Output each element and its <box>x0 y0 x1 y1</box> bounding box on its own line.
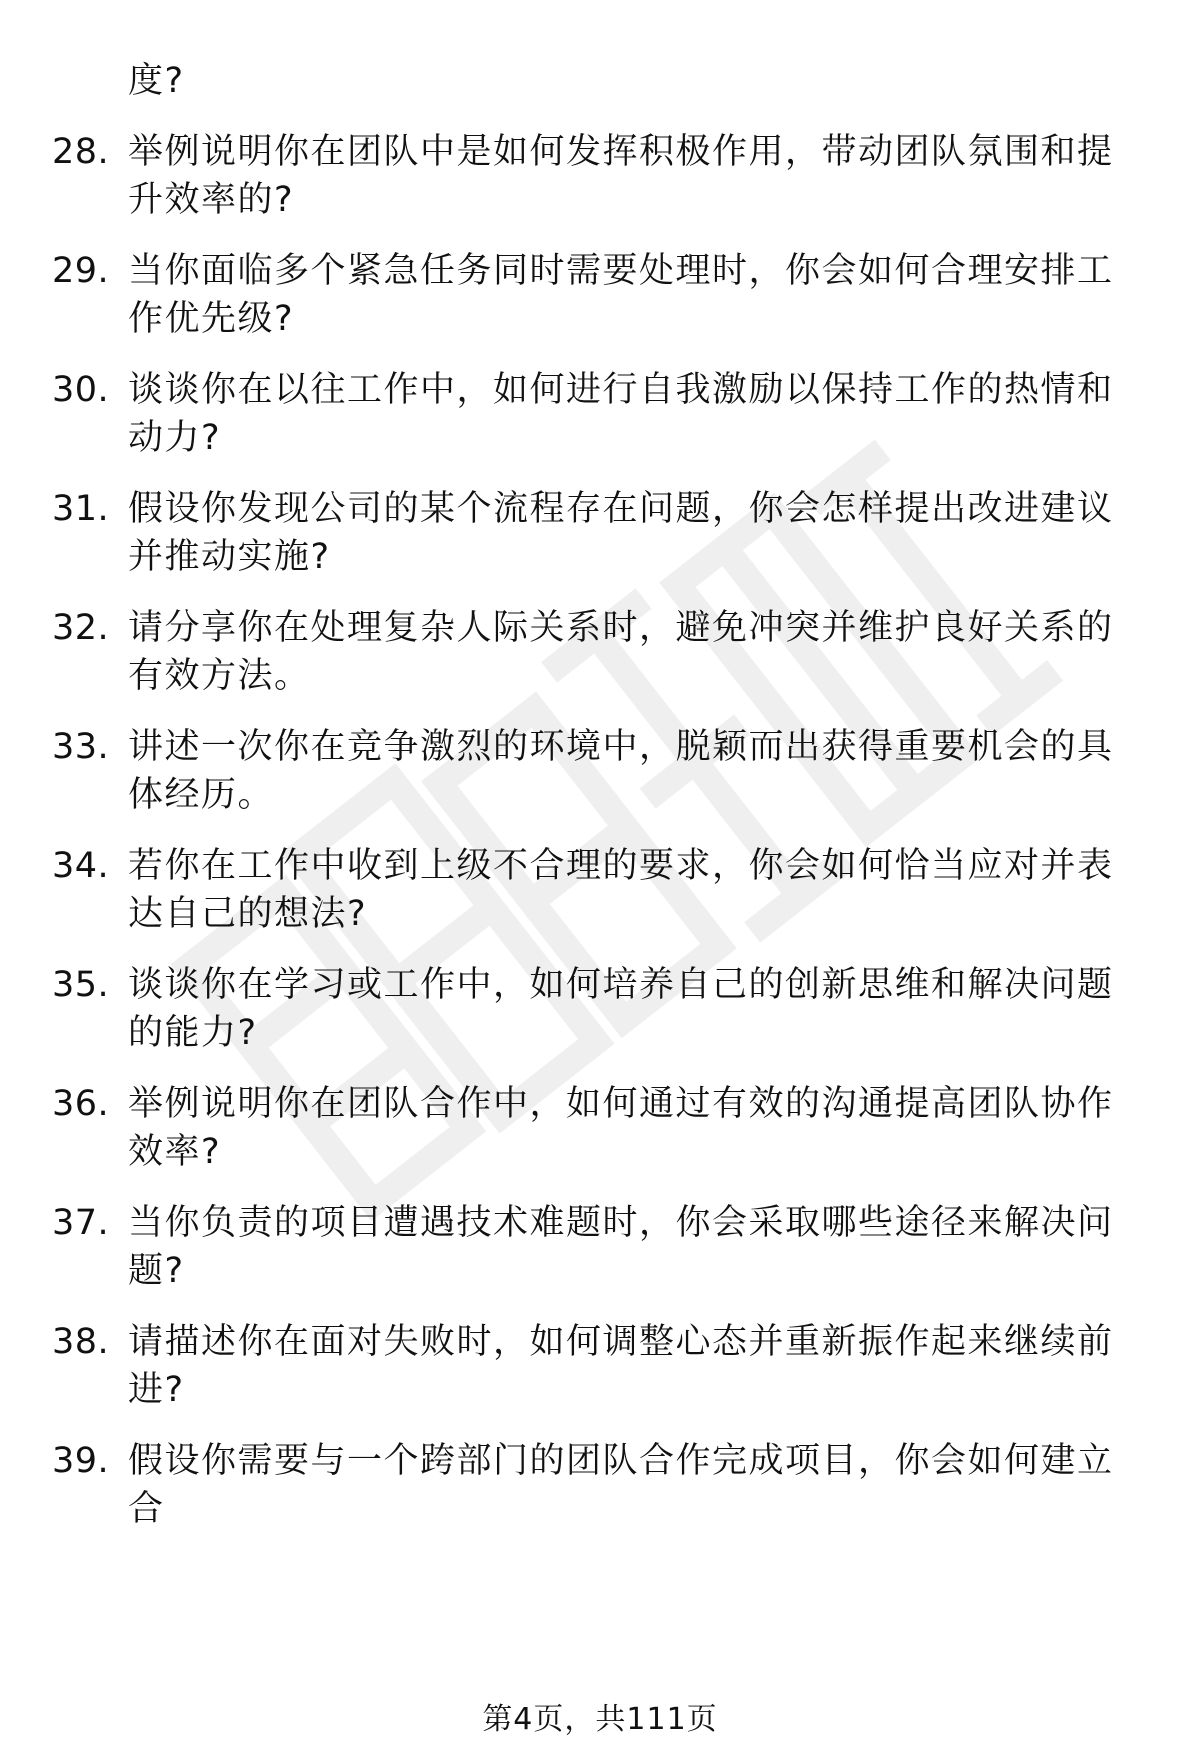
question-number: 35. <box>52 965 110 1005</box>
question-text: 当你面临多个紧急任务同时需要处理时，你会如何合理安排工作优先级? <box>128 251 1114 339</box>
question-text: 请描述你在面对失败时，如何调整心态并重新振作起来继续前进? <box>128 1322 1114 1410</box>
question-text: 若你在工作中收到上级不合理的要求，你会如何恰当应对并表达自己的想法? <box>128 846 1114 934</box>
question-number: 36. <box>52 1084 110 1124</box>
continuation-text: 度? <box>128 61 185 101</box>
question-number: 32. <box>52 608 110 648</box>
question-text: 请分享你在处理复杂人际关系时，避免冲突并维护良好关系的有效方法。 <box>128 608 1114 696</box>
question-number: 39. <box>52 1441 110 1481</box>
question-number: 28. <box>52 132 110 172</box>
question-text: 谈谈你在学习或工作中，如何培养自己的创新思维和解决问题的能力? <box>128 965 1114 1053</box>
question-text: 举例说明你在团队中是如何发挥积极作用，带动团队氛围和提升效率的? <box>128 132 1114 220</box>
question-text: 谈谈你在以往工作中，如何进行自我激励以保持工作的热情和动力? <box>128 370 1114 458</box>
question-number: 31. <box>52 489 110 529</box>
question-text: 举例说明你在团队合作中，如何通过有效的沟通提高团队协作效率? <box>128 1084 1114 1172</box>
question-number: 29. <box>52 251 110 291</box>
question-text: 假设你发现公司的某个流程存在问题，你会怎样提出改进建议并推动实施? <box>128 489 1114 577</box>
question-number: 33. <box>52 727 110 767</box>
question-number: 34. <box>52 846 110 886</box>
question-number: 30. <box>52 370 110 410</box>
question-number: 38. <box>52 1322 110 1362</box>
question-text: 假设你需要与一个跨部门的团队合作完成项目，你会如何建立合 <box>128 1441 1114 1529</box>
question-text: 讲述一次你在竞争激烈的环境中，脱颖而出获得重要机会的具体经历。 <box>128 727 1114 815</box>
page-footer: 第4页，共111页 <box>482 1702 718 1737</box>
question-text: 当你负责的项目遭遇技术难题时，你会采取哪些途径来解决问题? <box>128 1203 1114 1291</box>
question-number: 37. <box>52 1203 110 1243</box>
